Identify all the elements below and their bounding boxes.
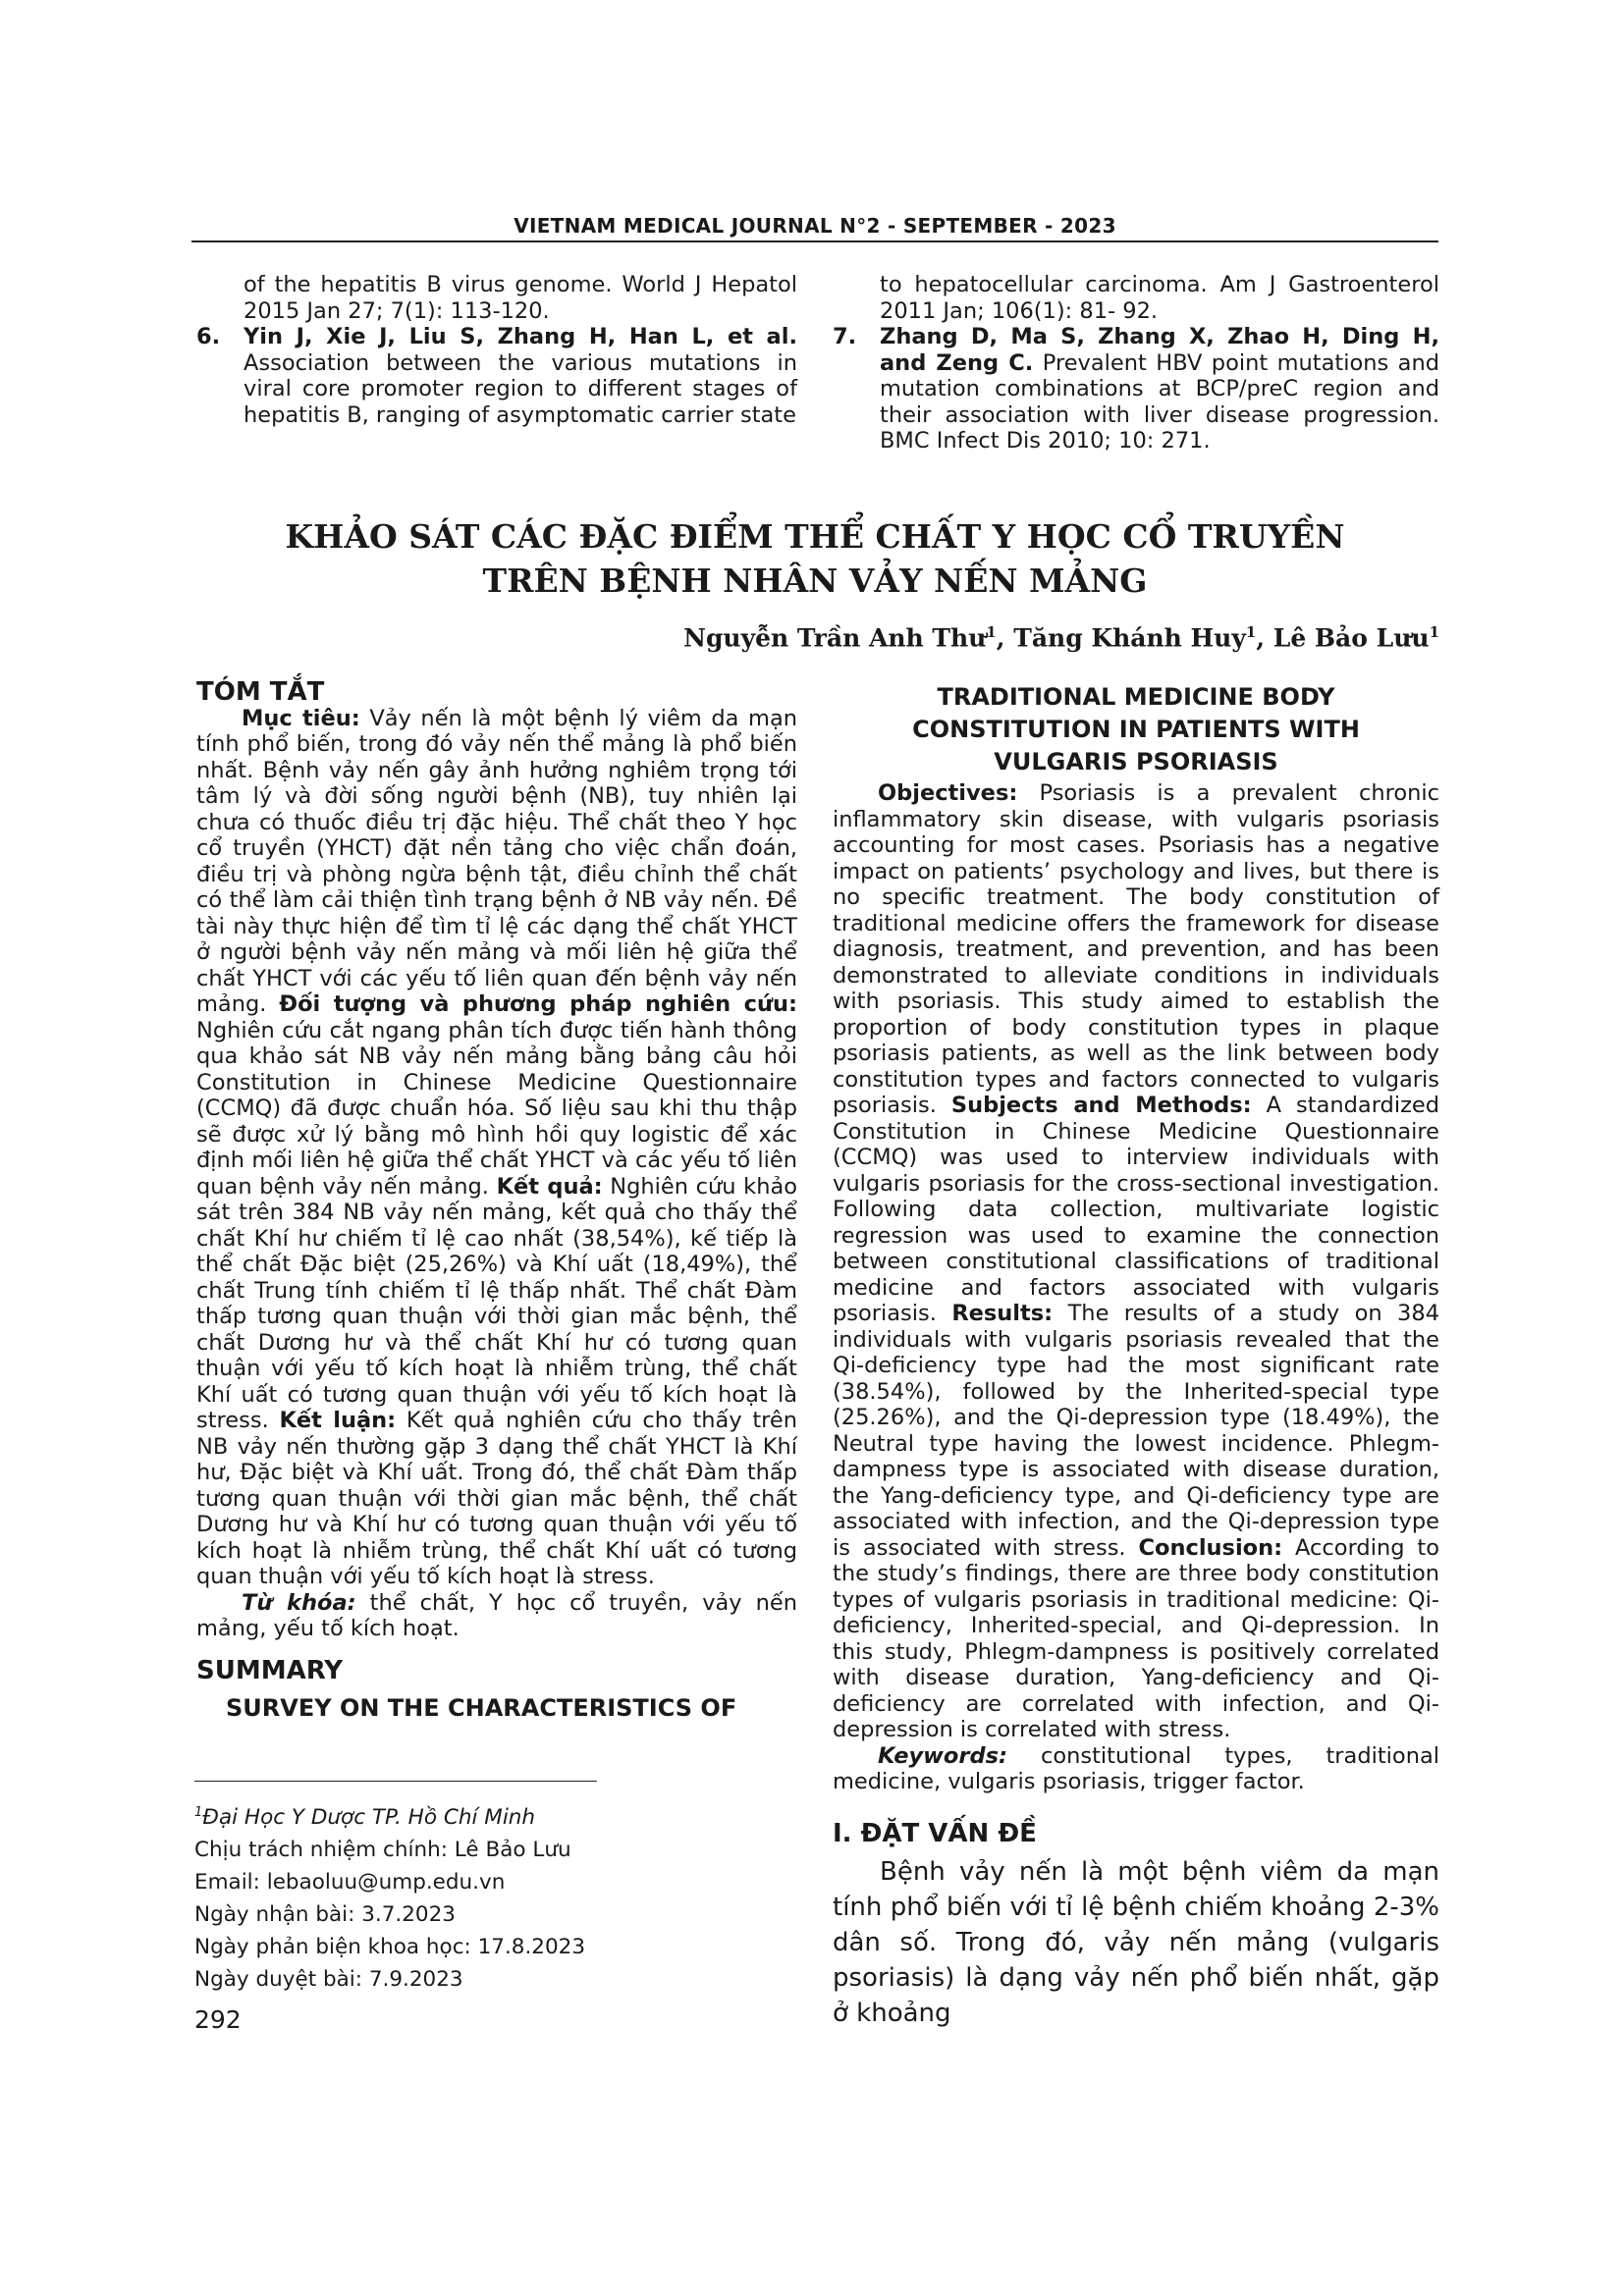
introduction-heading: I. ĐẶT VẤN ĐỀ xyxy=(833,1818,1037,1848)
summary-heading: SUMMARY xyxy=(196,1655,344,1685)
keywords-label: Keywords: xyxy=(878,1742,1007,1769)
summary-paragraph xyxy=(833,780,1439,1743)
ref-5-continuation: of the hepatitis B virus genome. World J Hepatol 2015 Jan 27; 7(1): 113-120. xyxy=(244,272,797,324)
ref-text: Association between the various mutations in viral core promoter region to different stages of hepatitis B, ranging of asymptomatic carrier state xyxy=(244,349,797,428)
keywords-text: thể chất, Y học cổ truyền, vảy nến mảng, yếu tố kích hoạt. xyxy=(196,1589,797,1641)
conclusion-label: Kết luận: xyxy=(279,1408,397,1433)
conclusion-label: Conclusion: xyxy=(1138,1534,1283,1561)
title-line-2: TRÊN BỆNH NHÂN VẢY NẾN MẢNG xyxy=(482,561,1148,600)
affiliation-note xyxy=(194,1796,784,1834)
methods-label: Subjects and Methods: xyxy=(950,1093,1252,1118)
author-separator: , xyxy=(1256,623,1273,653)
english-summary xyxy=(833,681,1439,2031)
review-date: Ngày phản biện khoa học: 17.8.2023 xyxy=(194,1935,586,1960)
conclusion-text: Kết quả nghiên cứu cho thấy trên NB vảy nến thường gặp 3 dạng thể chất YHCT là Khí hư, Đặc biệt và Khí uất. Trong đó, thể chất Đàm thấp tương quan thuận với thời gian mắc bệnh, thể chất Dương hư và Khí hư có tương quan thuận với yếu tố kích hoạt là nhiễm trùng, thể chất Khí uất có tương quan thuận với yếu tố kích hoạt là stress. xyxy=(196,1408,797,1589)
affiliation-mark: 1 xyxy=(194,1805,203,1820)
article-title xyxy=(191,514,1438,603)
keywords-paragraph xyxy=(196,1590,797,1642)
ref-authors: Yin J, Xie J, Liu S, Zhang H, Han L, et al. xyxy=(244,324,797,349)
ref-number: 6. xyxy=(196,324,221,349)
prev-refs-right xyxy=(833,272,1439,454)
author-name: Nguyễn Trần Anh Thư xyxy=(683,623,987,653)
author-separator: , xyxy=(996,623,1014,653)
keywords-paragraph xyxy=(833,1743,1439,1795)
affiliation-text: Đại Học Y Dược TP. Hồ Chí Minh xyxy=(202,1805,536,1831)
ref-6-continuation: to hepatocellular carcinoma. Am J Gastroenterol 2011 Jan; 106(1): 81- 92. xyxy=(880,272,1439,324)
received-date: Ngày nhận bài: 3.7.2023 xyxy=(194,1902,456,1928)
reference-7 xyxy=(833,324,1439,454)
journal-header: VIETNAM MEDICAL JOURNAL N°2 - SEPTEMBER - 2023 xyxy=(514,214,1116,238)
abstract-heading: TÓM TẮT xyxy=(196,677,325,707)
objectives-text: Psoriasis is a prevalent chronic inflammatory skin disease, with vulgaris psoriasis accounting for most cases. Psoriasis has a negative impact on patients’ psychology and lives, but there is no specific treatment. The body constitution of traditional medicine offers the framework for disease diagnosis, treatment, and prevention, and has been demonstrated to alleviate conditions in individuals with psoriasis. This study aimed to establish the proportion of body constitution types in plaque psoriasis patients, as well as the link between body constitution types and factors connected to vulgaris psoriasis. xyxy=(833,780,1439,1118)
prev-refs-left xyxy=(196,272,797,428)
methods-text: A standardized Constitution in Chinese Medicine Questionnaire (CCMQ) was used to interview individuals with vulgaris psoriasis for the cross-sectional investigation. Following data collection, multivariate logistic regression was used to examine the connection between constitutional classifications of traditional medicine and factors associated with vulgaris psoriasis. xyxy=(833,1093,1440,1326)
summary-title-line: VULGARIS PSORIASIS xyxy=(994,748,1278,775)
ref-text: Prevalent HBV point mutations and mutation combinations at BCP/preC region and their association with liver disease progression. BMC Infect Dis 2010; 10: 271. xyxy=(880,349,1439,454)
objective-label: Mục tiêu: xyxy=(242,705,360,731)
page-number: 292 xyxy=(194,2005,242,2034)
author-affiliation-mark: 1 xyxy=(986,623,997,641)
approval-date: Ngày duyệt bài: 7.9.2023 xyxy=(194,1967,463,1993)
objectives-label: Objectives: xyxy=(878,780,1018,806)
summary-title-line: TRADITIONAL MEDICINE BODY xyxy=(937,683,1335,711)
ref-authors: Zhang D, Ma S, Zhang X, Zhao H, Ding H, and Zeng C. xyxy=(880,324,1439,376)
results-label: Results: xyxy=(951,1301,1054,1326)
footnote-rule xyxy=(194,1781,597,1782)
keywords-label: Từ khóa: xyxy=(242,1589,356,1616)
results-label: Kết quả: xyxy=(496,1173,603,1200)
summary-title-part-2 xyxy=(833,681,1439,778)
author-name: Lê Bảo Lưu xyxy=(1272,623,1430,653)
footnotes xyxy=(194,1796,784,1996)
ref-body xyxy=(244,324,797,428)
responsible-author: Chịu trách nhiệm chính: Lê Bảo Lưu xyxy=(194,1838,571,1863)
summary-title-line: CONSTITUTION IN PATIENTS WITH xyxy=(912,716,1360,743)
objective-text: Vảy nến là một bệnh lý viêm da mạn tính phổ biến, trong đó vảy nến thể mảng là phổ biến nhất. Bệnh vảy nến gây ảnh hưởng nghiêm trọng tới tâm lý và đời sống người bệnh (NB), tuy nhiên lại chưa có thuốc điều trị đặc hiệu. Thể chất theo Y học cổ truyền (YHCT) đặt nền tảng cho việc chẩn đoán, điều trị và phòng ngừa bệnh tật, điều chỉnh thể chất có thể làm cải thiện tình trạng bệnh ở NB vảy nến. Đề tài này thực hiện để tìm tỉ lệ các dạng thể chất YHCT ở người bệnh vảy nến mảng và mối liên hệ giữa thể chất YHCT với các yếu tố liên quan đến bệnh vảy nến mảng. xyxy=(196,705,797,1017)
summary-title-part-1: SURVEY ON THE CHARACTERISTICS OF xyxy=(226,1694,737,1722)
email-note: Email: lebaoluu@ump.edu.vn xyxy=(194,1870,506,1896)
conclusion-text: According to the study’s findings, there are three body constitution types of vulgaris psoriasis in traditional medicine: Qi-deficiency, Inherited-special, and Qi-depression. In this study, Phlegm-dampness is positively correlated with disease duration, Yang-deficiency and Qi-deficiency are correlated with infection, and Qi-depression is correlated with stress. xyxy=(833,1534,1440,1742)
author-affiliation-mark: 1 xyxy=(1429,623,1439,641)
vietnamese-abstract xyxy=(196,679,797,1722)
results-text: The results of a study on 384 individuals with vulgaris psoriasis revealed that the Qi-deficiency type had the most significant rate (38.54%), followed by the Inherited-special type (25.26%), and the Qi-depression type (18.49%), the Neutral type having the lowest incidence. Phlegm-dampness type is associated with disease duration, the Yang-deficiency type, and Qi-deficiency type are associated with infection, and the Qi-depression type is associated with stress. xyxy=(833,1301,1440,1561)
introduction-section xyxy=(833,1818,1439,2032)
results-text: Nghiên cứu khảo sát trên 384 NB vảy nến mảng, kết quả cho thấy thể chất Khí hư chiếm tỉ lệ cao nhất (38,54%), kế tiếp là thể chất Đặc biệt (25,26%) và Khí uất (18,49%), thể chất Trung tính chiếm tỉ lệ thấp nhất. Thể chất Đàm thấp tương quan thuận với thời gian mắc bệnh, thể chất Dương hư và thể chất Khí hư có tương quan thuận với yếu tố kích hoạt là nhiễm trùng, thể chất Khí uất có tương quan thuận với yếu tố kích hoạt là stress. xyxy=(196,1173,798,1433)
author-name: Tăng Khánh Huy xyxy=(1013,623,1246,653)
abstract-paragraph xyxy=(196,706,797,1590)
author-list xyxy=(683,623,1439,652)
ref-body xyxy=(880,324,1439,454)
keywords-text: constitutional types, traditional medicine, vulgaris psoriasis, trigger factor. xyxy=(833,1742,1439,1794)
methods-text: Nghiên cứu cắt ngang phân tích được tiến hành thông qua khảo sát NB vảy nến mảng bằng bảng câu hỏi Constitution in Chinese Medicine Questionnaire (CCMQ) đã được chuẩn hóa. Số liệu sau khi thu thập sẽ được xử lý bằng mô hình hồi quy logistic để xác định mối liên hệ giữa thể chất YHCT và các yếu tố liên quan bệnh vảy nến mảng. xyxy=(196,1017,797,1200)
methods-label: Đối tượng và phương pháp nghiên cứu: xyxy=(279,991,797,1017)
header-rule xyxy=(191,240,1438,242)
author-affiliation-mark: 1 xyxy=(1245,623,1257,641)
title-line-1: KHẢO SÁT CÁC ĐẶC ĐIỂM THỂ CHẤT Y HỌC CỔ TRUYỀN xyxy=(285,517,1345,556)
reference-6 xyxy=(196,324,797,428)
ref-number: 7. xyxy=(833,324,857,349)
introduction-paragraph: Bệnh vảy nến là một bệnh viêm da mạn tính phổ biến với tỉ lệ bệnh chiếm khoảng 2-3% dân số. Trong đó, vảy nến mảng (vulgaris psoriasis) là dạng vảy nến phổ biến nhất, gặp ở khoảng xyxy=(833,1857,1439,2028)
